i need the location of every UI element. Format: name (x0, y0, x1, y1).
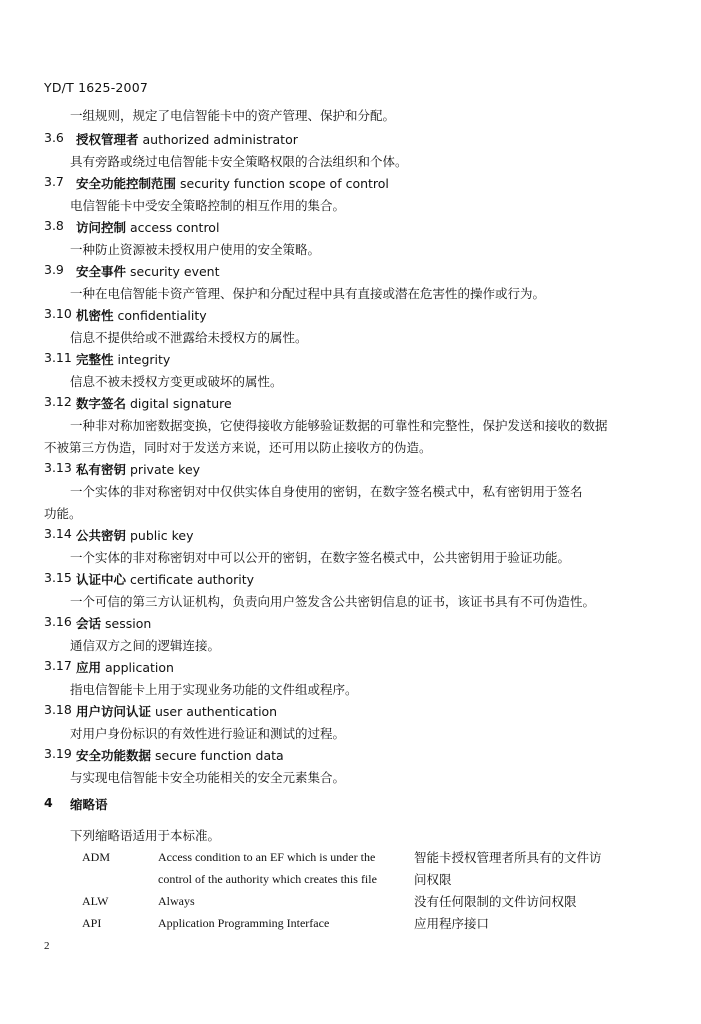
term-number: 3.10 (44, 306, 72, 321)
abbreviation-english: Always (158, 894, 195, 908)
term-heading (76, 460, 200, 478)
term-definition: 电信智能卡中受安全策略控制的相互作用的集合。 (70, 198, 346, 213)
term-chinese: 机密性 (76, 308, 114, 323)
abbreviation-chinese: 智能卡授权管理者所具有的文件访 (414, 850, 602, 865)
term-heading (76, 570, 254, 588)
abbreviation-chinese: 没有任何限制的文件访问权限 (414, 894, 577, 909)
term-definition: 对用户身份标识的有效性进行验证和测试的过程。 (70, 726, 346, 741)
abbreviation-english: Application Programming Interface (158, 916, 330, 930)
term-definition: 一种非对称加密数据变换，它使得接收方能够验证数据的可靠性和完整性，保护发送和接收的数据 (70, 418, 608, 433)
term-number: 3.19 (44, 746, 72, 761)
term-heading (76, 174, 389, 192)
term-number: 3.15 (44, 570, 72, 585)
term-heading (76, 746, 284, 764)
term-number: 3.17 (44, 658, 72, 673)
standard-header: YD/T 1625-2007 (44, 80, 149, 95)
term-definition: 与实现电信智能卡安全功能相关的安全元素集合。 (70, 770, 346, 785)
term-chinese: 应用 (76, 660, 102, 675)
abbreviation: ALW (82, 894, 109, 908)
term-definition: 信息不被未授权方变更或破坏的属性。 (70, 374, 283, 389)
term-english: user authentication (155, 704, 278, 719)
term-definition: 一种防止资源被未授权用户使用的安全策略。 (70, 242, 321, 257)
page-number: 2 (44, 940, 50, 952)
term-chinese: 数字签名 (76, 396, 127, 411)
term-chinese: 公共密钥 (76, 528, 127, 543)
term-number: 3.18 (44, 702, 72, 717)
term-definition: 具有旁路或绕过电信智能卡安全策略权限的合法组织和个体。 (70, 154, 408, 169)
term-definition: 一个实体的非对称密钥对中仅供实体自身使用的密钥，在数字签名模式中，私有密钥用于签名 (70, 484, 583, 499)
term-english: secure function data (155, 748, 284, 763)
term-english: authorized administrator (142, 132, 298, 147)
abbreviation-chinese: 应用程序接口 (414, 916, 490, 931)
term-english: confidentiality (117, 308, 207, 323)
term-number: 3.11 (44, 350, 72, 365)
term-chinese: 授权管理者 (76, 132, 139, 147)
term-heading (76, 350, 170, 368)
term-english: application (105, 660, 174, 675)
term-chinese: 私有密钥 (76, 462, 127, 477)
term-chinese: 认证中心 (76, 572, 127, 587)
term-chinese: 用户访问认证 (76, 704, 152, 719)
term-english: certificate authority (130, 572, 255, 587)
term-english: digital signature (130, 396, 232, 411)
term-number: 3.7 (44, 174, 64, 189)
term-number: 3.13 (44, 460, 72, 475)
term-definition: 指电信智能卡上用于实现业务功能的文件组或程序。 (70, 682, 358, 697)
term-heading (76, 394, 232, 412)
intro-line: 一组规则，规定了电信智能卡中的资产管理、保护和分配。 (70, 108, 396, 123)
abbreviation: API (82, 916, 102, 930)
term-definition: 功能。 (44, 506, 82, 521)
term-number: 3.14 (44, 526, 72, 541)
term-english: security function scope of control (180, 176, 389, 191)
abbreviation-english: control of the authority which creates this file (158, 872, 377, 886)
term-heading (76, 218, 219, 236)
term-english: integrity (117, 352, 171, 367)
term-chinese: 安全事件 (76, 264, 127, 279)
term-chinese: 安全功能数据 (76, 748, 152, 763)
term-english: session (105, 616, 152, 631)
term-number: 3.9 (44, 262, 64, 277)
term-definition: 一种在电信智能卡资产管理、保护和分配过程中具有直接或潜在危害性的操作或行为。 (70, 286, 546, 301)
abbreviation: ADM (82, 850, 111, 864)
term-heading (76, 526, 193, 544)
term-number: 3.8 (44, 218, 64, 233)
section-intro: 下列缩略语适用于本标准。 (70, 828, 221, 843)
term-heading (76, 130, 298, 148)
term-number: 3.12 (44, 394, 72, 409)
term-chinese: 会话 (76, 616, 102, 631)
term-english: private key (130, 462, 201, 477)
term-english: security event (130, 264, 220, 279)
term-definition: 一个可信的第三方认证机构，负责向用户签发含公共密钥信息的证书，该证书具有不可伪造性。 (70, 594, 596, 609)
term-definition: 一个实体的非对称密钥对中可以公开的密钥，在数字签名模式中，公共密钥用于验证功能。 (70, 550, 571, 565)
term-heading (76, 262, 219, 280)
abbreviation-english: Access condition to an EF which is under the (158, 850, 376, 864)
section-title: 缩略语 (70, 797, 108, 812)
abbreviation-chinese: 问权限 (414, 872, 452, 887)
term-heading (76, 614, 151, 632)
term-number: 3.6 (44, 130, 64, 145)
term-english: public key (130, 528, 194, 543)
section-number: 4 (44, 795, 53, 810)
term-number: 3.16 (44, 614, 72, 629)
term-heading (76, 658, 174, 676)
term-chinese: 访问控制 (76, 220, 127, 235)
term-definition: 通信双方之间的逻辑连接。 (70, 638, 221, 653)
term-chinese: 完整性 (76, 352, 114, 367)
term-definition: 信息不提供给或不泄露给未授权方的属性。 (70, 330, 308, 345)
term-definition: 不被第三方伪造，同时对于发送方来说，还可用以防止接收方的伪造。 (44, 440, 432, 455)
term-english: access control (130, 220, 220, 235)
term-chinese: 安全功能控制范围 (76, 176, 177, 191)
term-heading (76, 306, 207, 324)
term-heading (76, 702, 277, 720)
